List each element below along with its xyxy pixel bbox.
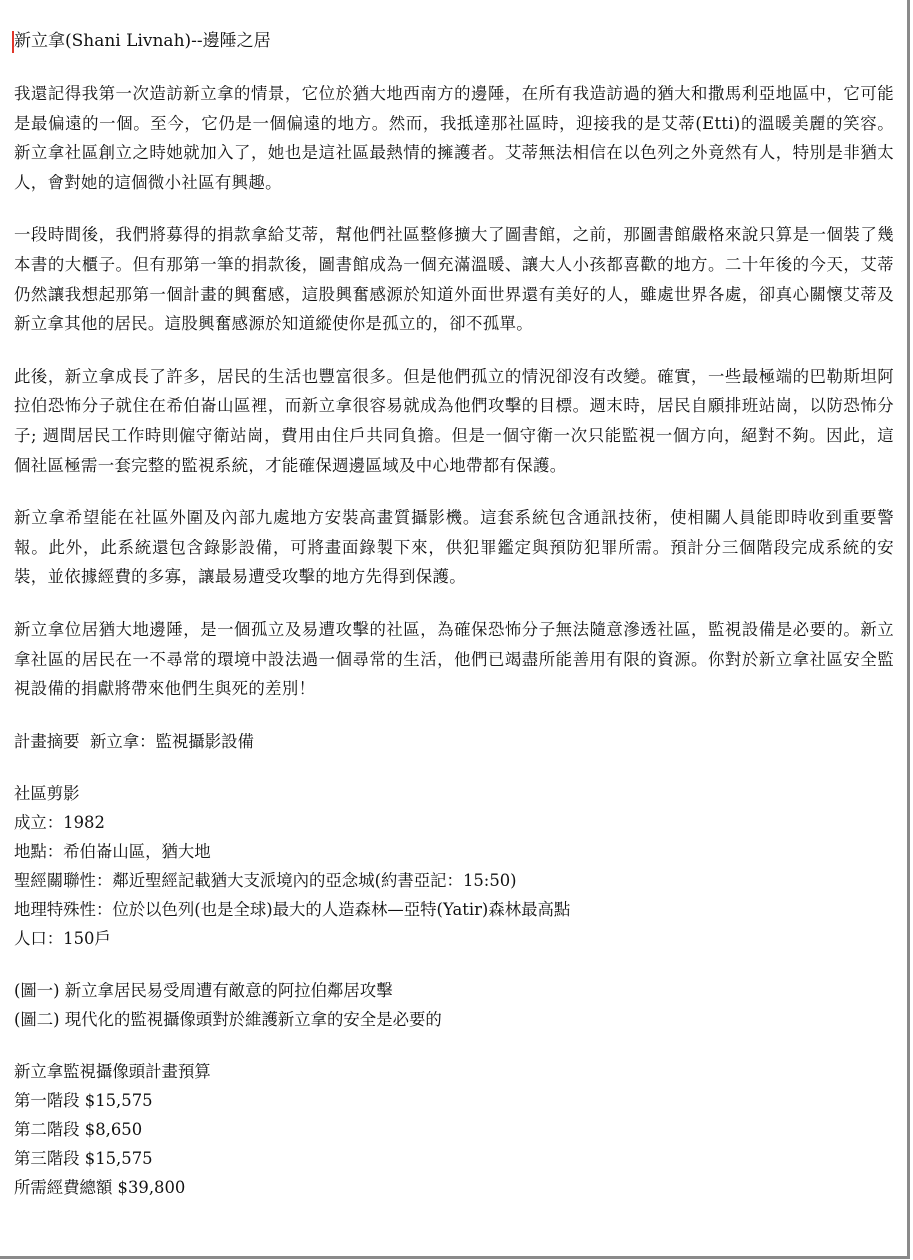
paragraph-1: 我還記得我第一次造訪新立拿的情景，它位於猶大地西南方的邊陲，在所有我造訪過的猶大和撒馬利亞地區中，它可能是最偏遠的一個。至今，它仍是一個偏遠的地方。然而，我抵達那社區時，迎接我的是艾蒂(Etti)的溫暖美麗的笑容。新立拿社區創立之時她就加入了，她也是這社區最熱情的擁護者。艾蒂無法相信在以色列之外竟然有人，特別是非猶太人，會對她的這個微小社區有興趣。 <box>14 84 894 192</box>
profile-founded: 成立：1982 <box>14 812 105 832</box>
paragraph-2: 一段時間後，我們將募得的捐款拿給艾蒂，幫他們社區整修擴大了圖書館，之前，那圖書館嚴格來說只算是一個裝了幾本書的大櫃子。但有那第一筆的捐款後，圖書館成為一個充滿溫暖、讓大人小孩都喜歡的地方。二十年後的今天，艾蒂仍然讓我想起那第一個計畫的興奮感，這股興奮感源於知道外面世界還有美好的人，雖處世界各處，卻真心關懷艾蒂及新立拿其他的居民。這股興奮感源於知道縱使你是孤立的，卻不孤單。 <box>14 225 894 334</box>
budget-phase-1: 第一階段 $15,575 <box>14 1090 153 1110</box>
budget-heading: 新立拿監視攝像頭計畫預算 <box>14 1061 211 1081</box>
paragraph-4: 新立拿希望能在社區外圍及內部九處地方安裝高畫質攝影機。這套系統包含通訊技術，使相關人員能即時收到重要警報。此外，此系統還包含錄影設備，可將畫面錄製下來，供犯罪鑑定與預防犯罪所需。預計分三個階段完成系統的安裝，並依據經費的多寡，讓最易遭受攻擊的地方先得到保護。 <box>14 508 894 587</box>
profile-location: 地點：希伯崙山區，猶大地 <box>14 841 211 861</box>
document-title <box>14 27 894 56</box>
paragraph-3: 此後，新立拿成長了許多，居民的生活也豐富很多。但是他們孤立的情況卻沒有改變。確實，一些最極端的巴勒斯坦阿拉伯恐怖分子就住在希伯崙山區裡，而新立拿很容易就成為他們攻擊的目標。週末時，居民自願排班站崗，以防恐怖分子; 週間居民工作時則僱守衛站崗，費用由住戶共同負擔。但是一個守衛一次只能監視一個方向，絕對不夠。因此，這個社區極需一套完整的監視系統，才能確保週邊區域及中心地帶都有保護。 <box>14 366 894 475</box>
spacer <box>14 1034 894 1057</box>
summary-heading: 計畫摘要 新立拿：監視攝影設備 <box>14 731 254 751</box>
figure-caption-1: (圖一) 新立拿居民易受周遭有敵意的阿拉伯鄰居攻擊 <box>14 980 393 1000</box>
text-cursor <box>12 31 14 53</box>
budget-total: 所需經費總額 $39,800 <box>14 1177 186 1197</box>
profile-heading: 社區剪影 <box>14 783 80 803</box>
title-text: 新立拿(Shani Livnah)--邊陲之居 <box>14 31 271 51</box>
figure-captions <box>14 976 894 1034</box>
figure-caption-2: (圖二) 現代化的監視攝像頭對於維護新立拿的安全是必要的 <box>14 1009 442 1029</box>
community-profile <box>14 779 894 953</box>
document-body[interactable] <box>14 27 894 1202</box>
spacer <box>14 953 894 976</box>
budget-phase-3: 第三階段 $15,575 <box>14 1148 153 1168</box>
budget-phase-2: 第二階段 $8,650 <box>14 1119 143 1139</box>
budget-section <box>14 1057 894 1202</box>
profile-biblical-relevance: 聖經關聯性：鄰近聖經記載猶大支派境內的亞念城(約書亞記：15:50) <box>14 870 517 890</box>
spacer <box>14 756 894 779</box>
profile-population: 人口：150戶 <box>14 928 111 948</box>
paragraph-5: 新立拿位居猶大地邊陲，是一個孤立及易遭攻擊的社區，為確保恐怖分子無法隨意滲透社區，監視設備是必要的。新立拿社區的居民在一不尋常的環境中設法過一個尋常的生活，他們已竭盡所能善用有限的資源。你對於新立拿社區安全監視設備的捐獻將帶來他們生與死的差別！ <box>14 619 894 699</box>
profile-geography: 地理特殊性：位於以色列(也是全球)最大的人造森林—亞特(Yatir)森林最高點 <box>14 899 571 919</box>
